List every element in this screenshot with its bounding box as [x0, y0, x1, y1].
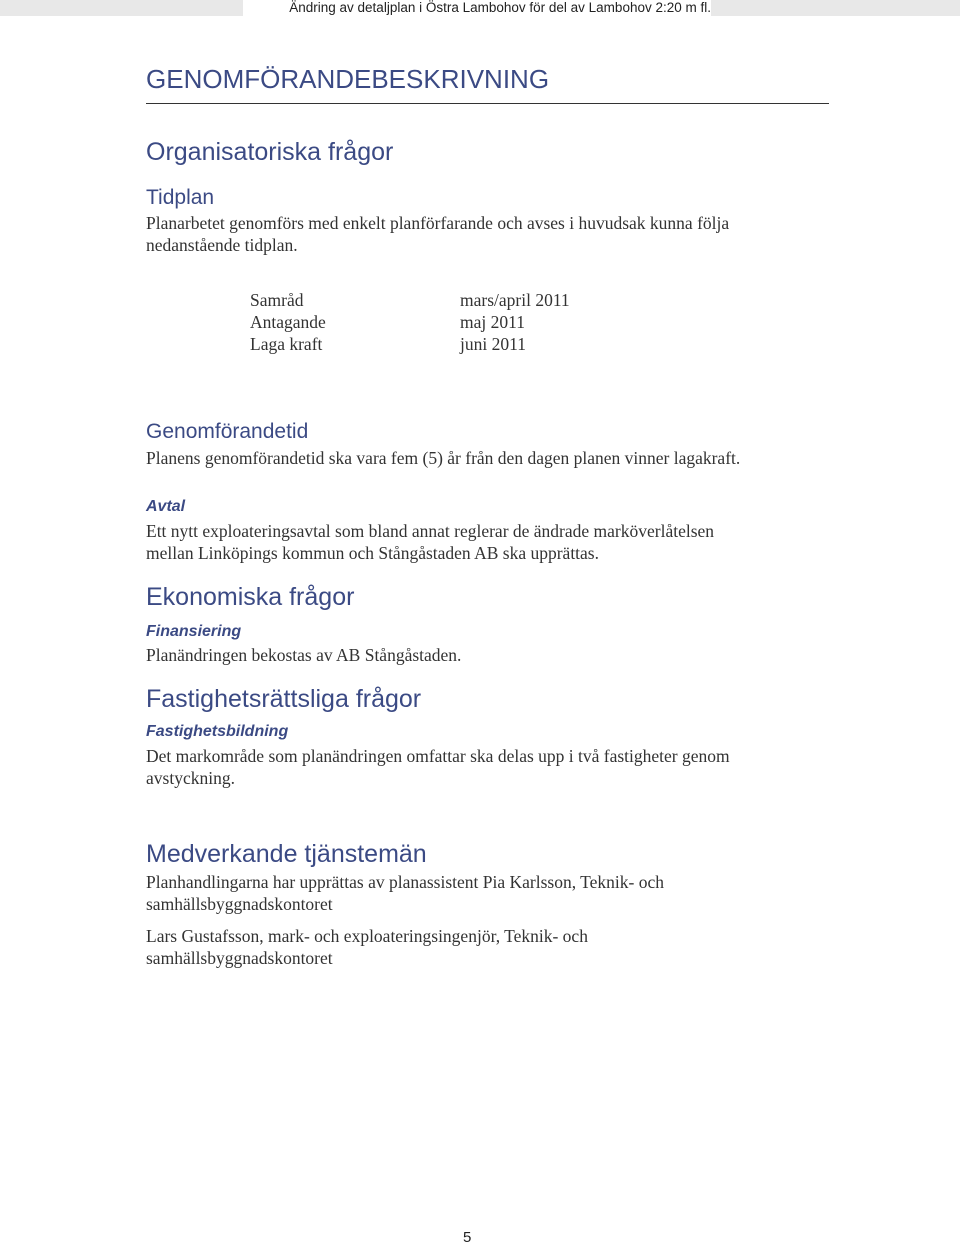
medverkande-person1-line2: samhällsbyggnadskontoret: [146, 894, 333, 914]
schedule-step: Antagande: [250, 312, 326, 332]
document-title: GENOMFÖRANDEBESKRIVNING: [146, 64, 550, 94]
schedule-date: maj 2011: [460, 312, 525, 332]
schedule-date: juni 2011: [460, 334, 526, 354]
genomforandetid-text: Planens genomförandetid ska vara fem (5) år från den dagen planen vinner lagakraft.: [146, 448, 741, 468]
avtal-text-line2: mellan Linköpings kommun och Stångåstaden AB ska upprättas.: [146, 543, 599, 563]
schedule-date: mars/april 2011: [460, 290, 570, 310]
header-bar-right: [711, 0, 960, 16]
medverkande-person2-line2: samhällsbyggnadskontoret: [146, 948, 333, 968]
fastighetsbildning-text-line2: avstyckning.: [146, 768, 235, 788]
avtal-text-line1: Ett nytt exploateringsavtal som bland annat reglerar de ändrade marköverlåtelsen: [146, 521, 715, 541]
heading-tidplan: Tidplan: [146, 186, 215, 209]
heading-avtal: Avtal: [146, 498, 186, 515]
running-header: Ändring av detaljplan i Östra Lambohov för del av Lambohov 2:20 m fl.: [289, 0, 711, 15]
schedule-step: Samråd: [250, 290, 304, 310]
heading-genomforandetid: Genomförandetid: [146, 420, 309, 443]
page-number: 5: [463, 1229, 472, 1246]
fastighetsbildning-text-line1: Det markområde som planändringen omfattar ska delas upp i två fastigheter genom: [146, 746, 730, 766]
medverkande-person1-line1: Planhandlingarna har upprättas av planassistent Pia Karlsson, Teknik- och: [146, 872, 664, 892]
tidplan-text-line1: Planarbetet genomförs med enkelt planförfarande och avses i huvudsak kunna följa: [146, 213, 730, 233]
finansiering-text: Planändringen bekostas av AB Stångåstaden.: [146, 645, 462, 665]
heading-ekonomiska: Ekonomiska frågor: [146, 583, 355, 611]
header-bar-left: [0, 0, 243, 16]
heading-finansiering: Finansiering: [146, 623, 242, 640]
tidplan-text-line2: nedanstående tidplan.: [146, 235, 298, 255]
document-header-bar: [0, 0, 960, 20]
heading-organisatoriska: Organisatoriska frågor: [146, 138, 394, 166]
medverkande-person2-line1: Lars Gustafsson, mark- och exploateringsingenjör, Teknik- och: [146, 926, 588, 946]
heading-fastighetsbildning: Fastighetsbildning: [146, 723, 289, 740]
heading-fastighetsrattsliga: Fastighetsrättsliga frågor: [146, 685, 422, 713]
title-divider: [146, 103, 829, 104]
heading-medverkande: Medverkande tjänstemän: [146, 840, 427, 868]
schedule-step: Laga kraft: [250, 334, 323, 354]
